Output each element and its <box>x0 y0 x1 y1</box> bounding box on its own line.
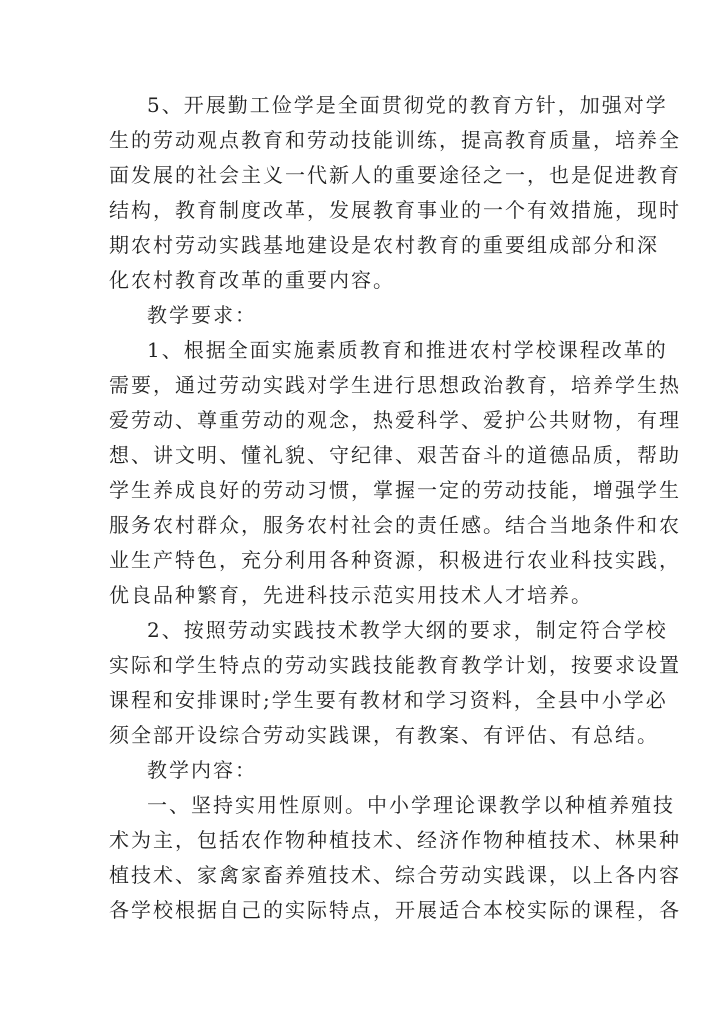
paragraph-line: 期农村劳动实践基地建设是农村教育的重要组成部分和深 <box>109 233 659 257</box>
paragraph-line: 须全部开设综合劳动实践课，有教案、有评估、有总结。 <box>109 723 659 747</box>
section-heading: 教学内容： <box>147 758 257 782</box>
paragraph-line: 1、根据全面实施素质教育和推进农村学校课程改革的 <box>147 338 668 362</box>
paragraph-line: 需要，通过劳动实践对学生进行思想政治教育，培养学生热 <box>109 373 681 397</box>
paragraph-line: 学生养成良好的劳动习惯，掌握一定的劳动技能，增强学生 <box>109 478 681 502</box>
paragraph-line: 业生产特色，充分利用各种资源，积极进行农业科技实践， <box>109 548 681 572</box>
paragraph-line: 植技术、家禽家畜养殖技术、综合劳动实践课，以上各内容 <box>109 863 681 887</box>
paragraph-line: 爱劳动、尊重劳动的观念，热爱科学、爱护公共财物，有理 <box>109 408 681 432</box>
section-heading: 教学要求： <box>147 303 257 327</box>
paragraph-line: 优良品种繁育，先进科技示范实用技术人才培养。 <box>109 583 593 607</box>
paragraph-line: 实际和学生特点的劳动实践技能教育教学计划，按要求设置 <box>109 653 681 677</box>
paragraph-line: 生的劳动观点教育和劳动技能训练，提高教育质量，培养全 <box>109 128 681 152</box>
paragraph-line: 各学校根据自己的实际特点，开展适合本校实际的课程，各 <box>109 898 681 922</box>
paragraph-line: 结构，教育制度改革，发展教育事业的一个有效措施，现时 <box>109 198 681 222</box>
paragraph-line: 面发展的社会主义一代新人的重要途径之一，也是促进教育 <box>109 163 681 187</box>
paragraph-line: 术为主，包括农作物种植技术、经济作物种植技术、林果种 <box>109 828 681 852</box>
paragraph-line: 课程和安排课时;学生要有教材和学习资料，全县中小学必 <box>109 688 668 712</box>
paragraph-line: 想、讲文明、懂礼貌、守纪律、艰苦奋斗的道德品质，帮助 <box>109 443 681 467</box>
paragraph-line: 5、开展勤工俭学是全面贯彻党的教育方针，加强对学 <box>147 93 668 117</box>
paragraph-line: 化农村教育改革的重要内容。 <box>109 268 395 292</box>
paragraph-line: 2、按照劳动实践技术教学大纲的要求，制定符合学校 <box>147 618 668 642</box>
paragraph-line: 服务农村群众，服务农村社会的责任感。结合当地条件和农 <box>109 513 681 537</box>
paragraph-line: 一、坚持实用性原则。中小学理论课教学以种植养殖技 <box>147 793 675 817</box>
